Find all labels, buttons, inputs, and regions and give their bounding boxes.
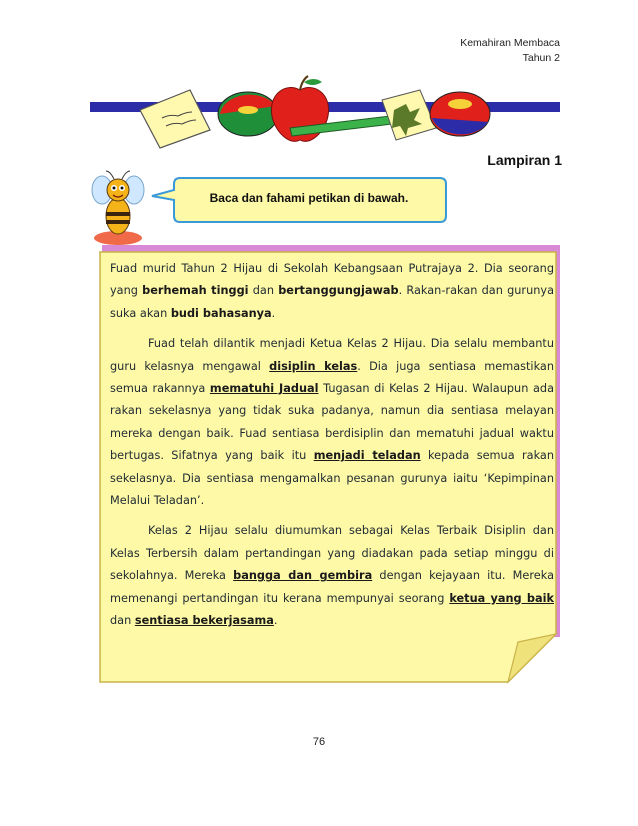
ball-icon bbox=[218, 92, 278, 136]
clipart-banner bbox=[90, 70, 560, 150]
key-phrase: budi bahasanya bbox=[170, 306, 272, 320]
bee-mascot-icon bbox=[88, 168, 150, 248]
passage-paragraph-1 bbox=[110, 258, 554, 325]
appendix-label: Lampiran 1 bbox=[487, 152, 562, 168]
passage-text: Kelas 2 Hijau selalu diumumkan sebagai Kelas Terbaik Disiplin dan Kelas Terbersih dalam pertandingan yang diadakan pada setiap minggu di sekolahnya. Mereka bbox=[110, 524, 554, 583]
passage-text: dan bbox=[248, 284, 279, 298]
key-phrase: ketua yang baik bbox=[449, 591, 554, 605]
header-subject: Kemahiran Membaca bbox=[460, 37, 560, 49]
leaf-card-icon bbox=[382, 90, 436, 140]
paper-note-icon bbox=[140, 90, 210, 148]
page-header bbox=[460, 36, 560, 66]
passage-paragraph-3 bbox=[110, 520, 554, 632]
passage-paragraph-2 bbox=[110, 333, 554, 512]
key-phrase: bertanggungjawab bbox=[278, 284, 399, 298]
key-phrase: berhemah tinggi bbox=[142, 284, 249, 298]
reading-passage bbox=[110, 258, 554, 641]
key-phrase: disiplin kelas bbox=[269, 359, 358, 373]
page-number: 76 bbox=[312, 736, 326, 748]
instruction-text: Baca dan fahami petikan di bawah. bbox=[209, 191, 409, 205]
passage-text: Fuad murid Tahun 2 Hijau di Sekolah Kebangsaan Putrajaya 2. Dia seorang yang bbox=[110, 262, 554, 298]
passage-text: dan bbox=[110, 614, 135, 628]
passage-text: Tugasan di Kelas 2 Hijau. Walaupun ada rakan sekelasnya yang tidak suka padanya, namun dia sentiasa melayan mereka dengan baik. Fuad sentiasa berdisiplin dan mematuhi jadual waktu bertugas. Sifatnya yang baik itu bbox=[110, 382, 554, 463]
passage-text: . Rakan-rakan dan gurunya suka akan bbox=[110, 284, 554, 320]
passage-text: dengan kejayaan itu. Mereka memenangi pertandingan itu kerana mempunyai seorang bbox=[110, 569, 554, 605]
passage-text: kepada semua rakan sekelasnya. Dia sentiasa mengamalkan pesanan gurunya iaitu ‘Kepimpinan Melalui Teladan’. bbox=[110, 449, 554, 508]
passage-text: . bbox=[271, 306, 276, 320]
key-phrase: mematuhi Jadual bbox=[209, 382, 319, 396]
passage-text: . bbox=[273, 614, 278, 628]
header-grade: Tahun 2 bbox=[522, 52, 560, 64]
key-phrase: sentiasa bekerjasama bbox=[134, 614, 274, 628]
key-phrase: bangga dan gembira bbox=[233, 569, 373, 583]
passage-text: Fuad telah dilantik menjadi Ketua Kelas 2 Hijau. Dia selalu membantu guru kelasnya mengawal bbox=[110, 337, 554, 373]
key-phrase: menjadi teladan bbox=[313, 449, 421, 463]
passage-text: . Dia juga sentiasa memastikan semua rakannya bbox=[110, 359, 554, 396]
ball-icon bbox=[430, 92, 490, 136]
